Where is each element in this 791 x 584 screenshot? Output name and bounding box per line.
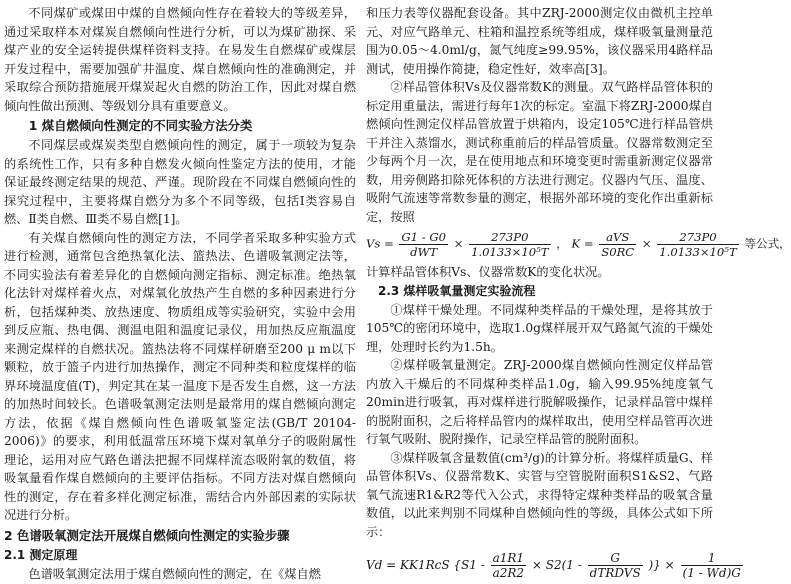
eq1-fraction-4	[657, 230, 738, 259]
eq2-f3-num: 1	[681, 551, 743, 566]
eq2-mid: × S2(1 -	[531, 558, 582, 572]
eq1-f2-num: 273P0	[469, 230, 550, 245]
eq2-f2-num: G	[588, 551, 643, 566]
eq1-times-2: ×	[641, 236, 652, 251]
eq2-lhs: Vd = KK1RcS	[366, 558, 450, 572]
subsection-2-1-heading: 2.1 测定原理	[4, 547, 78, 562]
eq2-f1-den: a2R2	[492, 566, 525, 580]
eq2-f2-den: dTRDVS	[589, 566, 641, 580]
eq2-f3-den: (1 - Wd)G	[682, 566, 741, 580]
section-1-heading: 1 煤自燃倾向性测定的不同实验方法分类	[28, 118, 253, 133]
subsection-2-1-paragraph: 色谱吸氧测定法用于煤自燃倾向性的测定，在《煤自燃	[28, 566, 321, 581]
eq2-fraction-3	[681, 551, 743, 580]
right-column	[366, 4, 791, 584]
eq1-f3-den: S0RC	[601, 245, 635, 259]
volume-calibration-paragraph: ②样品管体积Vs及仪器常数K的测量。双气路样品管体积的标定用重量法，需进行每年1次的标定。室温下将ZRJ-2000煤自燃倾向性测定仪样品管放置于烘箱内，设定105℃进行样品管烘干并注入蒸馏水，测试称重前后的样品管质量。仪器常数测定至少每两个月一次，是在使用地点和环境变更时需重新测定仪器常数，用旁侧路扣除死体积的方法进行测定。仪器内气压、温度、吸附气流速等常数参量的测定，根据外部环境的变化作出重新标定，按照	[366, 80, 713, 224]
equation-vd	[366, 551, 741, 580]
right-top-paragraph: 和压力表等仪器配套设备。其中ZRJ-2000测定仪由微机主控单元、对应气路单元、柱箱和温控系统等组成，煤样吸氧量测量范围为0.05～4.0ml/g，氮气纯度≥99.95%，该仪器采用4路样品测试，使用操作简捷，稳定性好，效率高[3]。	[366, 6, 713, 76]
eq1-separator: ，	[556, 236, 568, 251]
eq2-f1-num: a1R1	[492, 551, 525, 565]
step-1-paragraph: ①煤样干燥处理。不同煤种类样品的干燥处理，是将其放于105℃的密闭环境中，选取1.0g煤样展开双气路氮气流的干燥处理，处理时长约为1.5h。	[366, 302, 713, 354]
subsection-2-3-heading: 2.3 煤样吸氧量测定实验流程	[378, 283, 536, 298]
eq1-f2-den: 1.0133×10⁵T	[471, 245, 549, 259]
eq1-f4-num: 273P0	[657, 230, 738, 245]
section-1-paragraph-1: 不同煤层或煤炭类型自燃倾向性的测定，属于一项较为复杂的系统性工作，只有多种自燃发火倾向性鉴定方法的使用，才能保证最终测定结果的规范、严谨。现阶段在不同煤自燃倾向性的探究过程中，主要将煤自燃分为多个不同等级，包括Ⅰ类容易自燃、Ⅱ类自燃、Ⅲ类不易自燃[1]。	[4, 138, 356, 226]
eq1-times-1: ×	[453, 236, 464, 251]
intro-paragraph: 不同煤矿或煤田中煤的自燃倾向性存在着较大的等级差异，通过采取样本对煤炭自燃倾向性进行分析，可以为煤矿勘探、采煤产业的安全运转提供煤样资料支持。在易发生自燃煤矿或煤层开发过程中，需要加强矿井温度、煤自燃倾向性的准确测定，并采取综合预防措施展开煤炭起火自燃的防治工作，因此对煤自燃倾向性做出预测、等级划分具有重要意义。	[4, 6, 356, 113]
eq2-times: ×	[664, 558, 675, 572]
section-2-heading: 2 色谱吸氧测定法开展煤自燃倾向性测定的实验步骤	[4, 527, 290, 543]
equation-vs-k	[366, 230, 791, 259]
eq1-fraction-1	[399, 230, 448, 259]
left-column	[4, 4, 356, 583]
eq1-f1-num: G1 - G0	[401, 230, 446, 244]
section-1-paragraph-2: 有关煤自燃倾向性的测定方法，不同学者采取多种实验方式进行检测，通常包含绝热氧化法、篮热法、色谱吸氧测定法等，不同实验法有着差异化的自燃倾向测定指标、测定标准。绝热氧化法针对煤样着火点，对煤氧化放热产生自燃的多种因素进行分析，包括煤种类、放热速度、物质组成等实验研究，实验中会用到反应瓶、热电偶、测温电阻和温度记录仪，用加热反应瓶温度来测定煤样的自燃状况。篮热法将不同煤样研磨至200 μ m以下颗粒，放于篮子内进行加热操作，测定不同种类和粒度煤样的临界环境温度值(T)，判定其在某一温度下是否发生自燃，这一方法的加热时间较长。色谱吸氧测定法则是最常用的煤自燃倾向测定方法，依据《煤自燃倾向性色谱吸氧鉴定法(GB/T 20104-2006)》的要求，利用低温常压环境下煤对氧单分子的吸附属性理论，运用对应气路色谱法把握不同煤样流态吸附氧的数值，将吸氧量看作煤自燃倾向的主要评估指标。不同方法对煤自燃倾向性的测定，存在着多样化测定标准，需结合内外部因素的实际状况进行分析。	[4, 230, 356, 522]
step-3-paragraph: ③煤样吸氧含量数值(cm³/g)的计算分析。将煤样质量G、样品管体积Vs、仪器常数K、实管与空管脱附面积S1&S2、气路氧气流速R1&R2等代入公式，求得特定煤种类样品的吸氧含量数值，以此来判别不同煤种自燃倾向性的等级，具体公式如下所示：	[366, 450, 713, 539]
eq1-f3-num: aVS	[599, 230, 636, 245]
eq2-close: )}	[648, 558, 661, 572]
eq2-fraction-2	[588, 551, 643, 580]
eq1-f1-den: dWT	[410, 245, 438, 259]
step-2-paragraph: ②煤样吸氧量测定。ZRJ-2000煤自燃倾向性测定仪样品管内放入干燥后的不同煤种类样品1.0g，输入99.95%纯度氧气20min进行吸氧，再对煤样进行脱解吸操作，记录样品管中煤样的脱附面积，之后将样品管内的煤样取出，使用空样品管再次进行氧气吸附、脱附操作，记录空样品管的脱附面积。	[366, 358, 713, 446]
eq1-fraction-3	[599, 230, 636, 259]
eq1-k-lhs: K =	[571, 236, 594, 251]
eq2-fraction-1	[491, 551, 526, 580]
eq1-lhs: Vs =	[366, 236, 394, 251]
eq1-f4-den: 1.0133×10⁵T	[659, 245, 737, 259]
eq1-tail: 等公式，	[744, 236, 791, 251]
eq1-fraction-2	[469, 230, 550, 259]
calc-result-paragraph: 计算样品管体积Vs、仪器常数K的变化状况。	[366, 265, 610, 279]
eq2-open: {S1 -	[453, 558, 485, 572]
